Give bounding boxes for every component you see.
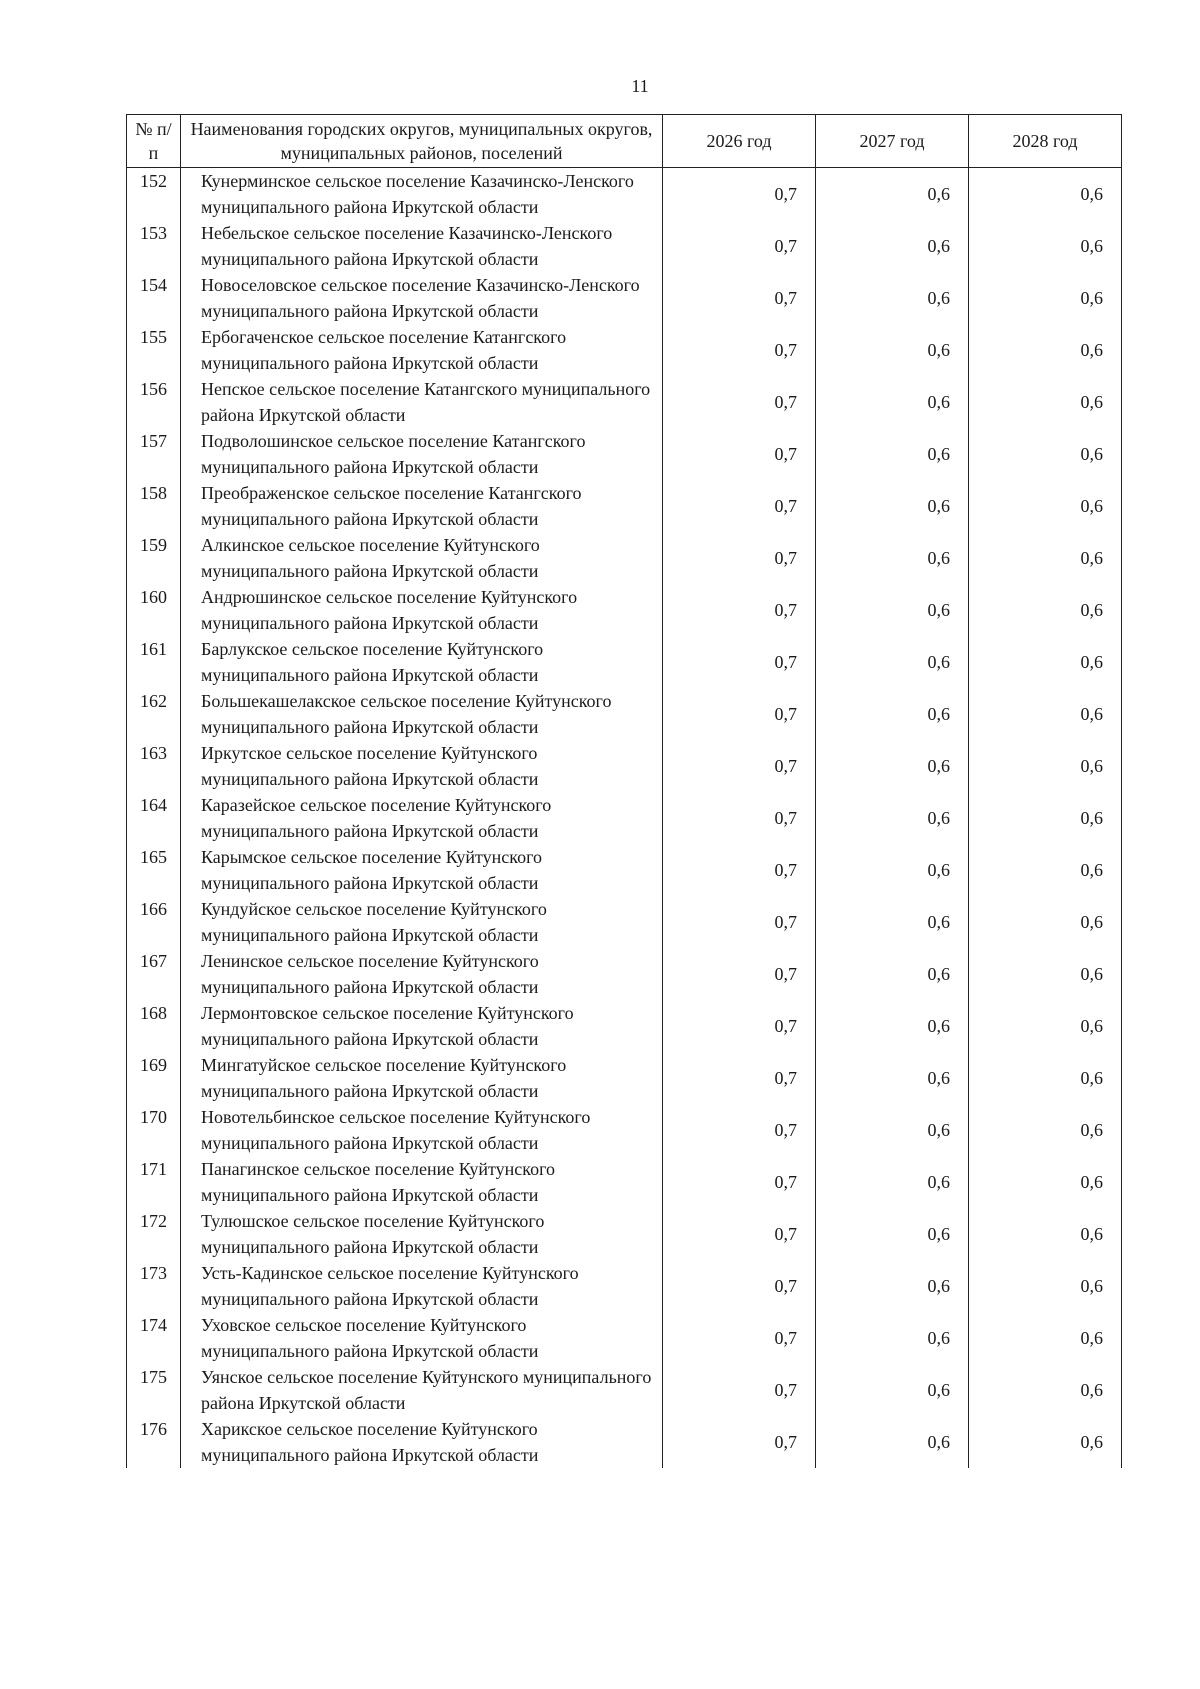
page-number: 11: [631, 76, 649, 96]
row-number: 154: [127, 272, 181, 324]
table-row: [127, 168, 1122, 221]
value-2027: 0,6: [816, 1052, 969, 1104]
value-2028: 0,6: [969, 220, 1122, 272]
value-2027: 0,6: [816, 1312, 969, 1364]
value-2026: 0,7: [663, 844, 816, 896]
table-row: [127, 1416, 1122, 1468]
row-number: 175: [127, 1364, 181, 1416]
row-name: Карымское сельское поселение Куйтунского муниципального района Иркутской области: [181, 844, 663, 896]
table-row: [127, 1156, 1122, 1208]
value-2026: 0,7: [663, 168, 816, 221]
row-number: 176: [127, 1416, 181, 1468]
value-2027: 0,6: [816, 948, 969, 1000]
value-2026: 0,7: [663, 376, 816, 428]
row-number: 164: [127, 792, 181, 844]
value-2028: 0,6: [969, 1208, 1122, 1260]
value-2027: 0,6: [816, 584, 969, 636]
value-2026: 0,7: [663, 688, 816, 740]
row-name: Новоселовское сельское поселение Казачинско-Ленского муниципального района Иркутской области: [181, 272, 663, 324]
value-2027: 0,6: [816, 376, 969, 428]
row-name: Усть-Кадинское сельское поселение Куйтунского муниципального района Иркутской области: [181, 1260, 663, 1312]
value-2028: 0,6: [969, 480, 1122, 532]
row-number: 160: [127, 584, 181, 636]
row-name: Ленинское сельское поселение Куйтунского муниципального района Иркутской области: [181, 948, 663, 1000]
value-2027: 0,6: [816, 896, 969, 948]
row-number: 155: [127, 324, 181, 376]
value-2026: 0,7: [663, 792, 816, 844]
table-row: [127, 220, 1122, 272]
value-2027: 0,6: [816, 1156, 969, 1208]
value-2026: 0,7: [663, 1416, 816, 1468]
table-row: [127, 740, 1122, 792]
value-2026: 0,7: [663, 740, 816, 792]
row-name: Иркутское сельское поселение Куйтунского муниципального района Иркутской области: [181, 740, 663, 792]
value-2027: 0,6: [816, 792, 969, 844]
row-number: 165: [127, 844, 181, 896]
header-2027: 2027 год: [816, 115, 969, 168]
row-number: 171: [127, 1156, 181, 1208]
row-number: 156: [127, 376, 181, 428]
value-2028: 0,6: [969, 1000, 1122, 1052]
value-2027: 0,6: [816, 1000, 969, 1052]
row-name: Андрюшинское сельское поселение Куйтунского муниципального района Иркутской области: [181, 584, 663, 636]
row-name: Новотельбинское сельское поселение Куйтунского муниципального района Иркутской области: [181, 1104, 663, 1156]
row-number: 173: [127, 1260, 181, 1312]
value-2028: 0,6: [969, 532, 1122, 584]
row-name: Каразейское сельское поселение Куйтунского муниципального района Иркутской области: [181, 792, 663, 844]
table-row: [127, 1104, 1122, 1156]
value-2027: 0,6: [816, 532, 969, 584]
value-2028: 0,6: [969, 1260, 1122, 1312]
value-2028: 0,6: [969, 1104, 1122, 1156]
row-name: Уховское сельское поселение Куйтунского муниципального района Иркутской области: [181, 1312, 663, 1364]
row-name: Небельское сельское поселение Казачинско-Ленского муниципального района Иркутской области: [181, 220, 663, 272]
value-2026: 0,7: [663, 1156, 816, 1208]
table-row: [127, 480, 1122, 532]
row-name: Подволошинское сельское поселение Катангского муниципального района Иркутской области: [181, 428, 663, 480]
value-2026: 0,7: [663, 272, 816, 324]
table-row: [127, 376, 1122, 428]
value-2027: 0,6: [816, 168, 969, 221]
row-name: Кундуйское сельское поселение Куйтунского муниципального района Иркутской области: [181, 896, 663, 948]
row-name: Лермонтовское сельское поселение Куйтунского муниципального района Иркутской области: [181, 1000, 663, 1052]
value-2026: 0,7: [663, 636, 816, 688]
row-number: 161: [127, 636, 181, 688]
value-2027: 0,6: [816, 480, 969, 532]
value-2028: 0,6: [969, 1364, 1122, 1416]
value-2028: 0,6: [969, 584, 1122, 636]
table-row: [127, 896, 1122, 948]
row-number: 152: [127, 168, 181, 221]
value-2028: 0,6: [969, 844, 1122, 896]
value-2028: 0,6: [969, 740, 1122, 792]
value-2026: 0,7: [663, 896, 816, 948]
header-name: Наименования городских округов, муниципальных округов, муниципальных районов, поселений: [181, 115, 663, 168]
value-2027: 0,6: [816, 1260, 969, 1312]
value-2027: 0,6: [816, 1208, 969, 1260]
row-name: Барлукское сельское поселение Куйтунского муниципального района Иркутской области: [181, 636, 663, 688]
row-name: Преображенское сельское поселение Катангского муниципального района Иркутской области: [181, 480, 663, 532]
table-row: [127, 428, 1122, 480]
row-name: Харикское сельское поселение Куйтунского муниципального района Иркутской области: [181, 1416, 663, 1468]
value-2027: 0,6: [816, 1416, 969, 1468]
value-2027: 0,6: [816, 844, 969, 896]
table-row: [127, 792, 1122, 844]
table-row: [127, 688, 1122, 740]
value-2028: 0,6: [969, 168, 1122, 221]
value-2028: 0,6: [969, 896, 1122, 948]
value-2028: 0,6: [969, 324, 1122, 376]
table-body: [127, 168, 1122, 1469]
table-row: [127, 1260, 1122, 1312]
row-number: 169: [127, 1052, 181, 1104]
row-number: 157: [127, 428, 181, 480]
value-2027: 0,6: [816, 688, 969, 740]
value-2028: 0,6: [969, 792, 1122, 844]
allocation-table: [126, 114, 1122, 1468]
value-2026: 0,7: [663, 584, 816, 636]
value-2026: 0,7: [663, 1260, 816, 1312]
value-2027: 0,6: [816, 220, 969, 272]
header-2028: 2028 год: [969, 115, 1122, 168]
row-number: 174: [127, 1312, 181, 1364]
table-row: [127, 1312, 1122, 1364]
header-2026: 2026 год: [663, 115, 816, 168]
table-row: [127, 532, 1122, 584]
row-name: Большекашелакское сельское поселение Куйтунского муниципального района Иркутской области: [181, 688, 663, 740]
table-row: [127, 948, 1122, 1000]
table-row: [127, 324, 1122, 376]
value-2026: 0,7: [663, 1104, 816, 1156]
value-2026: 0,7: [663, 428, 816, 480]
value-2027: 0,6: [816, 1364, 969, 1416]
row-number: 163: [127, 740, 181, 792]
value-2026: 0,7: [663, 1052, 816, 1104]
header-number: № п/п: [127, 115, 181, 168]
header-row: [127, 115, 1122, 168]
table-row: [127, 1052, 1122, 1104]
value-2028: 0,6: [969, 948, 1122, 1000]
value-2027: 0,6: [816, 324, 969, 376]
table-row: [127, 1364, 1122, 1416]
row-number: 153: [127, 220, 181, 272]
value-2026: 0,7: [663, 324, 816, 376]
row-number: 172: [127, 1208, 181, 1260]
row-name: Уянское сельское поселение Куйтунского муниципального района Иркутской области: [181, 1364, 663, 1416]
value-2028: 0,6: [969, 1312, 1122, 1364]
value-2026: 0,7: [663, 948, 816, 1000]
value-2028: 0,6: [969, 1416, 1122, 1468]
value-2026: 0,7: [663, 1208, 816, 1260]
table-row: [127, 636, 1122, 688]
row-number: 168: [127, 1000, 181, 1052]
row-number: 167: [127, 948, 181, 1000]
table-row: [127, 272, 1122, 324]
value-2026: 0,7: [663, 532, 816, 584]
value-2028: 0,6: [969, 1052, 1122, 1104]
row-number: 158: [127, 480, 181, 532]
row-name: Ербогаченское сельское поселение Катангского муниципального района Иркутской области: [181, 324, 663, 376]
value-2028: 0,6: [969, 376, 1122, 428]
table-row: [127, 584, 1122, 636]
row-number: 162: [127, 688, 181, 740]
value-2027: 0,6: [816, 740, 969, 792]
value-2028: 0,6: [969, 428, 1122, 480]
table-row: [127, 844, 1122, 896]
value-2028: 0,6: [969, 636, 1122, 688]
table-row: [127, 1000, 1122, 1052]
row-name: Тулюшское сельское поселение Куйтунского муниципального района Иркутской области: [181, 1208, 663, 1260]
value-2027: 0,6: [816, 428, 969, 480]
value-2028: 0,6: [969, 272, 1122, 324]
row-number: 166: [127, 896, 181, 948]
row-number: 159: [127, 532, 181, 584]
value-2026: 0,7: [663, 220, 816, 272]
row-name: Непское сельское поселение Катангского муниципального района Иркутской области: [181, 376, 663, 428]
value-2027: 0,6: [816, 1104, 969, 1156]
table-header: [127, 115, 1122, 168]
row-name: Мингатуйское сельское поселение Куйтунского муниципального района Иркутской области: [181, 1052, 663, 1104]
row-name: Панагинское сельское поселение Куйтунского муниципального района Иркутской области: [181, 1156, 663, 1208]
value-2026: 0,7: [663, 1364, 816, 1416]
value-2028: 0,6: [969, 688, 1122, 740]
value-2027: 0,6: [816, 272, 969, 324]
value-2026: 0,7: [663, 1312, 816, 1364]
row-name: Алкинское сельское поселение Куйтунского муниципального района Иркутской области: [181, 532, 663, 584]
table-row: [127, 1208, 1122, 1260]
value-2026: 0,7: [663, 1000, 816, 1052]
value-2027: 0,6: [816, 636, 969, 688]
row-number: 170: [127, 1104, 181, 1156]
row-name: Кунерминское сельское поселение Казачинско-Ленского муниципального района Иркутской области: [181, 168, 663, 221]
value-2026: 0,7: [663, 480, 816, 532]
value-2028: 0,6: [969, 1156, 1122, 1208]
